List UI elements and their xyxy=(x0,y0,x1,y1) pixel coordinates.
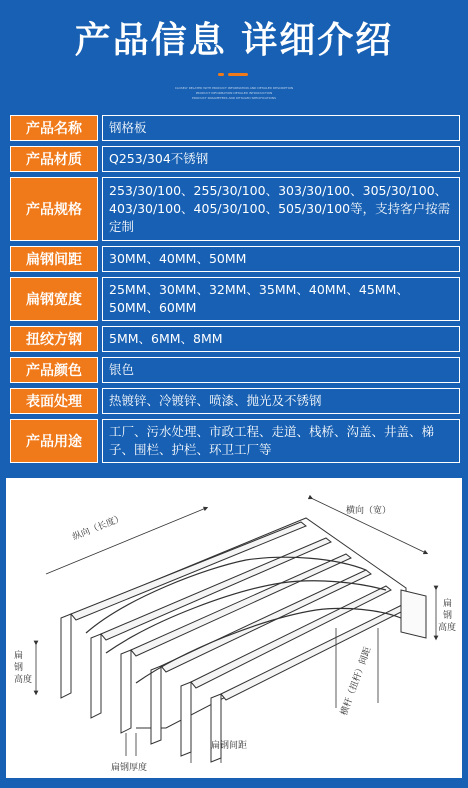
spec-value: 5MM、6MM、8MM xyxy=(102,326,460,352)
spec-value: 热镀锌、冷镀锌、喷漆、抛光及不锈钢 xyxy=(102,388,460,414)
spec-value: Q253/304不锈钢 xyxy=(102,146,460,172)
spec-label: 产品用途 xyxy=(10,419,98,463)
header xyxy=(0,0,468,108)
label-height-left-2: 钢 xyxy=(14,663,24,673)
label-crossbar-spacing: 横杆（扭杆）间距 xyxy=(339,645,374,718)
spec-row-twisted-bar xyxy=(10,326,460,352)
spec-value: 工厂、污水处理、市政工程、走道、栈桥、沟盖、井盖、梯子、围栏、护栏、环卫工厂等 xyxy=(102,419,460,463)
spec-label: 产品规格 xyxy=(10,177,98,241)
spec-row-size xyxy=(10,177,460,241)
spec-row-color xyxy=(10,357,460,383)
subtitle-line-1: CLOSELY RELATED WITH PRODUCT INFORMATION AND DETAILED DESCRIPTION xyxy=(174,86,294,90)
label-height-right-2: 钢 xyxy=(443,611,453,621)
label-height-right-3: 高度 xyxy=(438,623,457,633)
label-height-left-1: 扁 xyxy=(14,651,24,661)
grating-diagram xyxy=(6,478,462,778)
spec-label: 扭绞方钢 xyxy=(10,326,98,352)
spec-value: 银色 xyxy=(102,357,460,383)
title-divider-bar xyxy=(228,73,248,76)
label-width: 横向（宽） xyxy=(346,506,392,516)
grating-diagram-panel xyxy=(6,478,462,778)
spec-value: 253/30/100、255/30/100、303/30/100、305/30/100、403/30/100、405/30/100、505/30/100等，支持客户按需定制 xyxy=(102,177,460,241)
spec-value: 25MM、30MM、32MM、35MM、40MM、45MM、50MM、60MM xyxy=(102,277,460,321)
subtitle-line-3: PRODUCT PARAMETERS AND DETAILED SPECIFICATIONS xyxy=(192,96,276,100)
spec-row-surface xyxy=(10,388,460,414)
spec-label: 扁钢间距 xyxy=(10,246,98,272)
spec-table xyxy=(10,115,460,468)
grating-bars xyxy=(61,518,426,762)
label-length: 纵向（长度） xyxy=(71,513,126,543)
spec-row-usage xyxy=(10,419,460,463)
label-bar-spacing: 扁钢间距 xyxy=(211,741,248,751)
spec-row-bar-spacing xyxy=(10,246,460,272)
length-dimension-line xyxy=(46,508,206,574)
spec-row-material xyxy=(10,146,460,172)
label-bar-thickness: 扁钢厚度 xyxy=(111,763,148,773)
subtitle-line-2: PRODUCT INFORMATION DETAILED INTRODUCTION xyxy=(195,91,273,95)
title-divider-dot xyxy=(218,73,224,76)
page-title: 产品信息 详细介绍 xyxy=(74,20,394,61)
spec-value: 钢格板 xyxy=(102,115,460,141)
spec-label: 产品颜色 xyxy=(10,357,98,383)
spec-value: 30MM、40MM、50MM xyxy=(102,246,460,272)
spec-label: 表面处理 xyxy=(10,388,98,414)
spec-row-name xyxy=(10,115,460,141)
label-height-right-1: 扁 xyxy=(443,599,453,609)
spec-row-bar-width xyxy=(10,277,460,321)
spec-label: 产品名称 xyxy=(10,115,98,141)
spec-label: 产品材质 xyxy=(10,146,98,172)
label-height-left-3: 高度 xyxy=(14,675,33,685)
spec-label: 扁钢宽度 xyxy=(10,277,98,321)
